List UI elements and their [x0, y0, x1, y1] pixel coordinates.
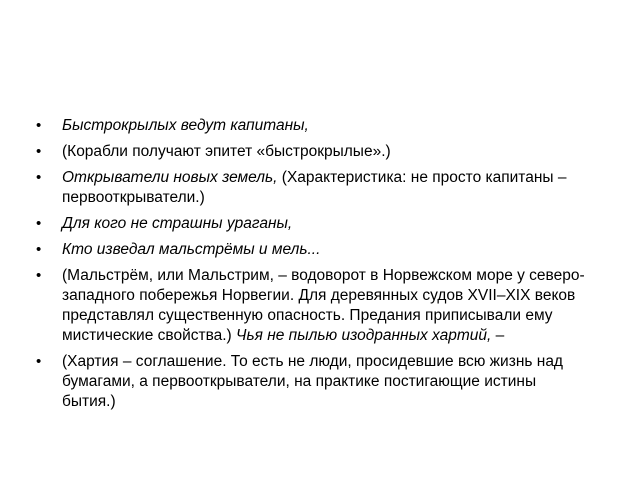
poem-line: Открыватели новых земель, — [62, 169, 278, 186]
list-item — [36, 214, 592, 234]
bullet-icon: • — [36, 215, 42, 232]
poem-line: Чья не пылью изодранных хартий, — [236, 327, 492, 344]
commentary-text: (Мальстрём, или Мальстрим, – водоворот в Норвежском море у северо-западного побережья Норвегии. Для деревянных судов XVII–XIX веков представлял существенную опасность. Предания приписывали ему мистические свойства.) — [62, 267, 585, 344]
bullet-icon: • — [36, 353, 42, 370]
bullet-icon: • — [36, 117, 42, 134]
bullet-icon: • — [36, 267, 42, 284]
poem-line: Для кого не страшны ураганы, — [62, 215, 293, 232]
list-item — [36, 116, 592, 136]
poem-line: Быстрокрылых ведут капитаны, — [62, 117, 309, 134]
list-item — [36, 168, 592, 208]
list-item — [36, 240, 592, 260]
dash-text: – — [491, 327, 505, 344]
commentary-text: (Характеристика: не просто капитаны – первооткрыватели.) — [62, 169, 567, 206]
bullet-list — [36, 116, 592, 418]
bullet-icon: • — [36, 169, 42, 186]
commentary-text: (Корабли получают эпитет «быстрокрылые».) — [62, 143, 391, 160]
commentary-text: (Хартия – соглашение. То есть не люди, просидевшие всю жизнь над бумагами, а первооткрыватели, на практике постигающие истины бытия.) — [62, 353, 563, 410]
list-item — [36, 142, 592, 162]
list-item — [36, 352, 592, 412]
bullet-icon: • — [36, 143, 42, 160]
list-item — [36, 266, 592, 346]
poem-line: Кто изведал мальстрёмы и мель... — [62, 241, 321, 258]
bullet-icon: • — [36, 241, 42, 258]
